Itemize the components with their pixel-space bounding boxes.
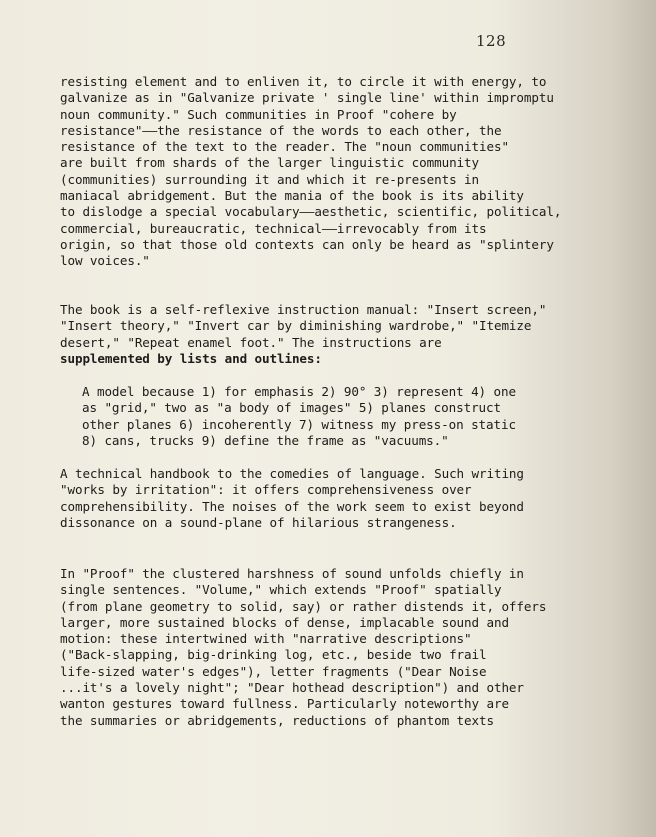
paragraph-1: resisting element and to enliven it, to circle it with energy, to galvanize as in "Galvanize private ' single line' within impromptu noun community." Such communities in Proof "cohere by resistance"——the resistance of the words to each other, the resistance of the text to the reader. The "noun communities" are built from shards of the larger linguistic community (communities) surrounding it and which it re-presents in maniacal abridgement. But the mania of the book is its ability to dislodge a special vocabulary——aesthetic, scientific, political, commercial, bureaucratic, technical——irrevocably from its origin, so that those old contexts can only be heard as "splintery low voices."	[60, 74, 562, 269]
paragraph-2-text: The book is a self-reflexive instruction manual: "Insert screen," "Insert theory," "Invert car by diminishing wardrobe," "Itemize desert," "Repeat enamel foot." The instructions are	[60, 302, 547, 350]
paragraph-2-bold-line: supplemented by lists and outlines:	[60, 350, 322, 366]
block-quote-list: A model because 1) for emphasis 2) 90° 3) represent 4) one as "grid," two as "a body of images" 5) planes construct other planes 6) incoherently 7) witness my press-on static 8) cans, trucks 9) define the frame as "vacuums."	[82, 384, 516, 448]
page-number: 128	[476, 32, 507, 50]
paragraph-2	[60, 302, 620, 367]
paragraph-4: In "Proof" the clustered harshness of sound unfolds chiefly in single sentences. "Volume," which extends "Proof" spatially (from plane geometry to solid, say) or rather distends it, offers larger, more sustained blocks of dense, implacable sound and motion: these intertwined with "narrative descriptions" ("Back-slapping, big-drinking log, etc., beside two frail life-sized water's edges"), letter fragments ("Dear Noise ...it's a lovely night"; "Dear hothead description") and other wanton gestures toward fullness. Particularly noteworthy are the summaries or abridgements, reductions of phantom texts	[60, 566, 547, 728]
paragraph-3: A technical handbook to the comedies of language. Such writing "works by irritation": it offers comprehensiveness over comprehensibility. The noises of the work seem to exist beyond dissonance on a sound-plane of hilarious strangeness.	[60, 466, 524, 530]
